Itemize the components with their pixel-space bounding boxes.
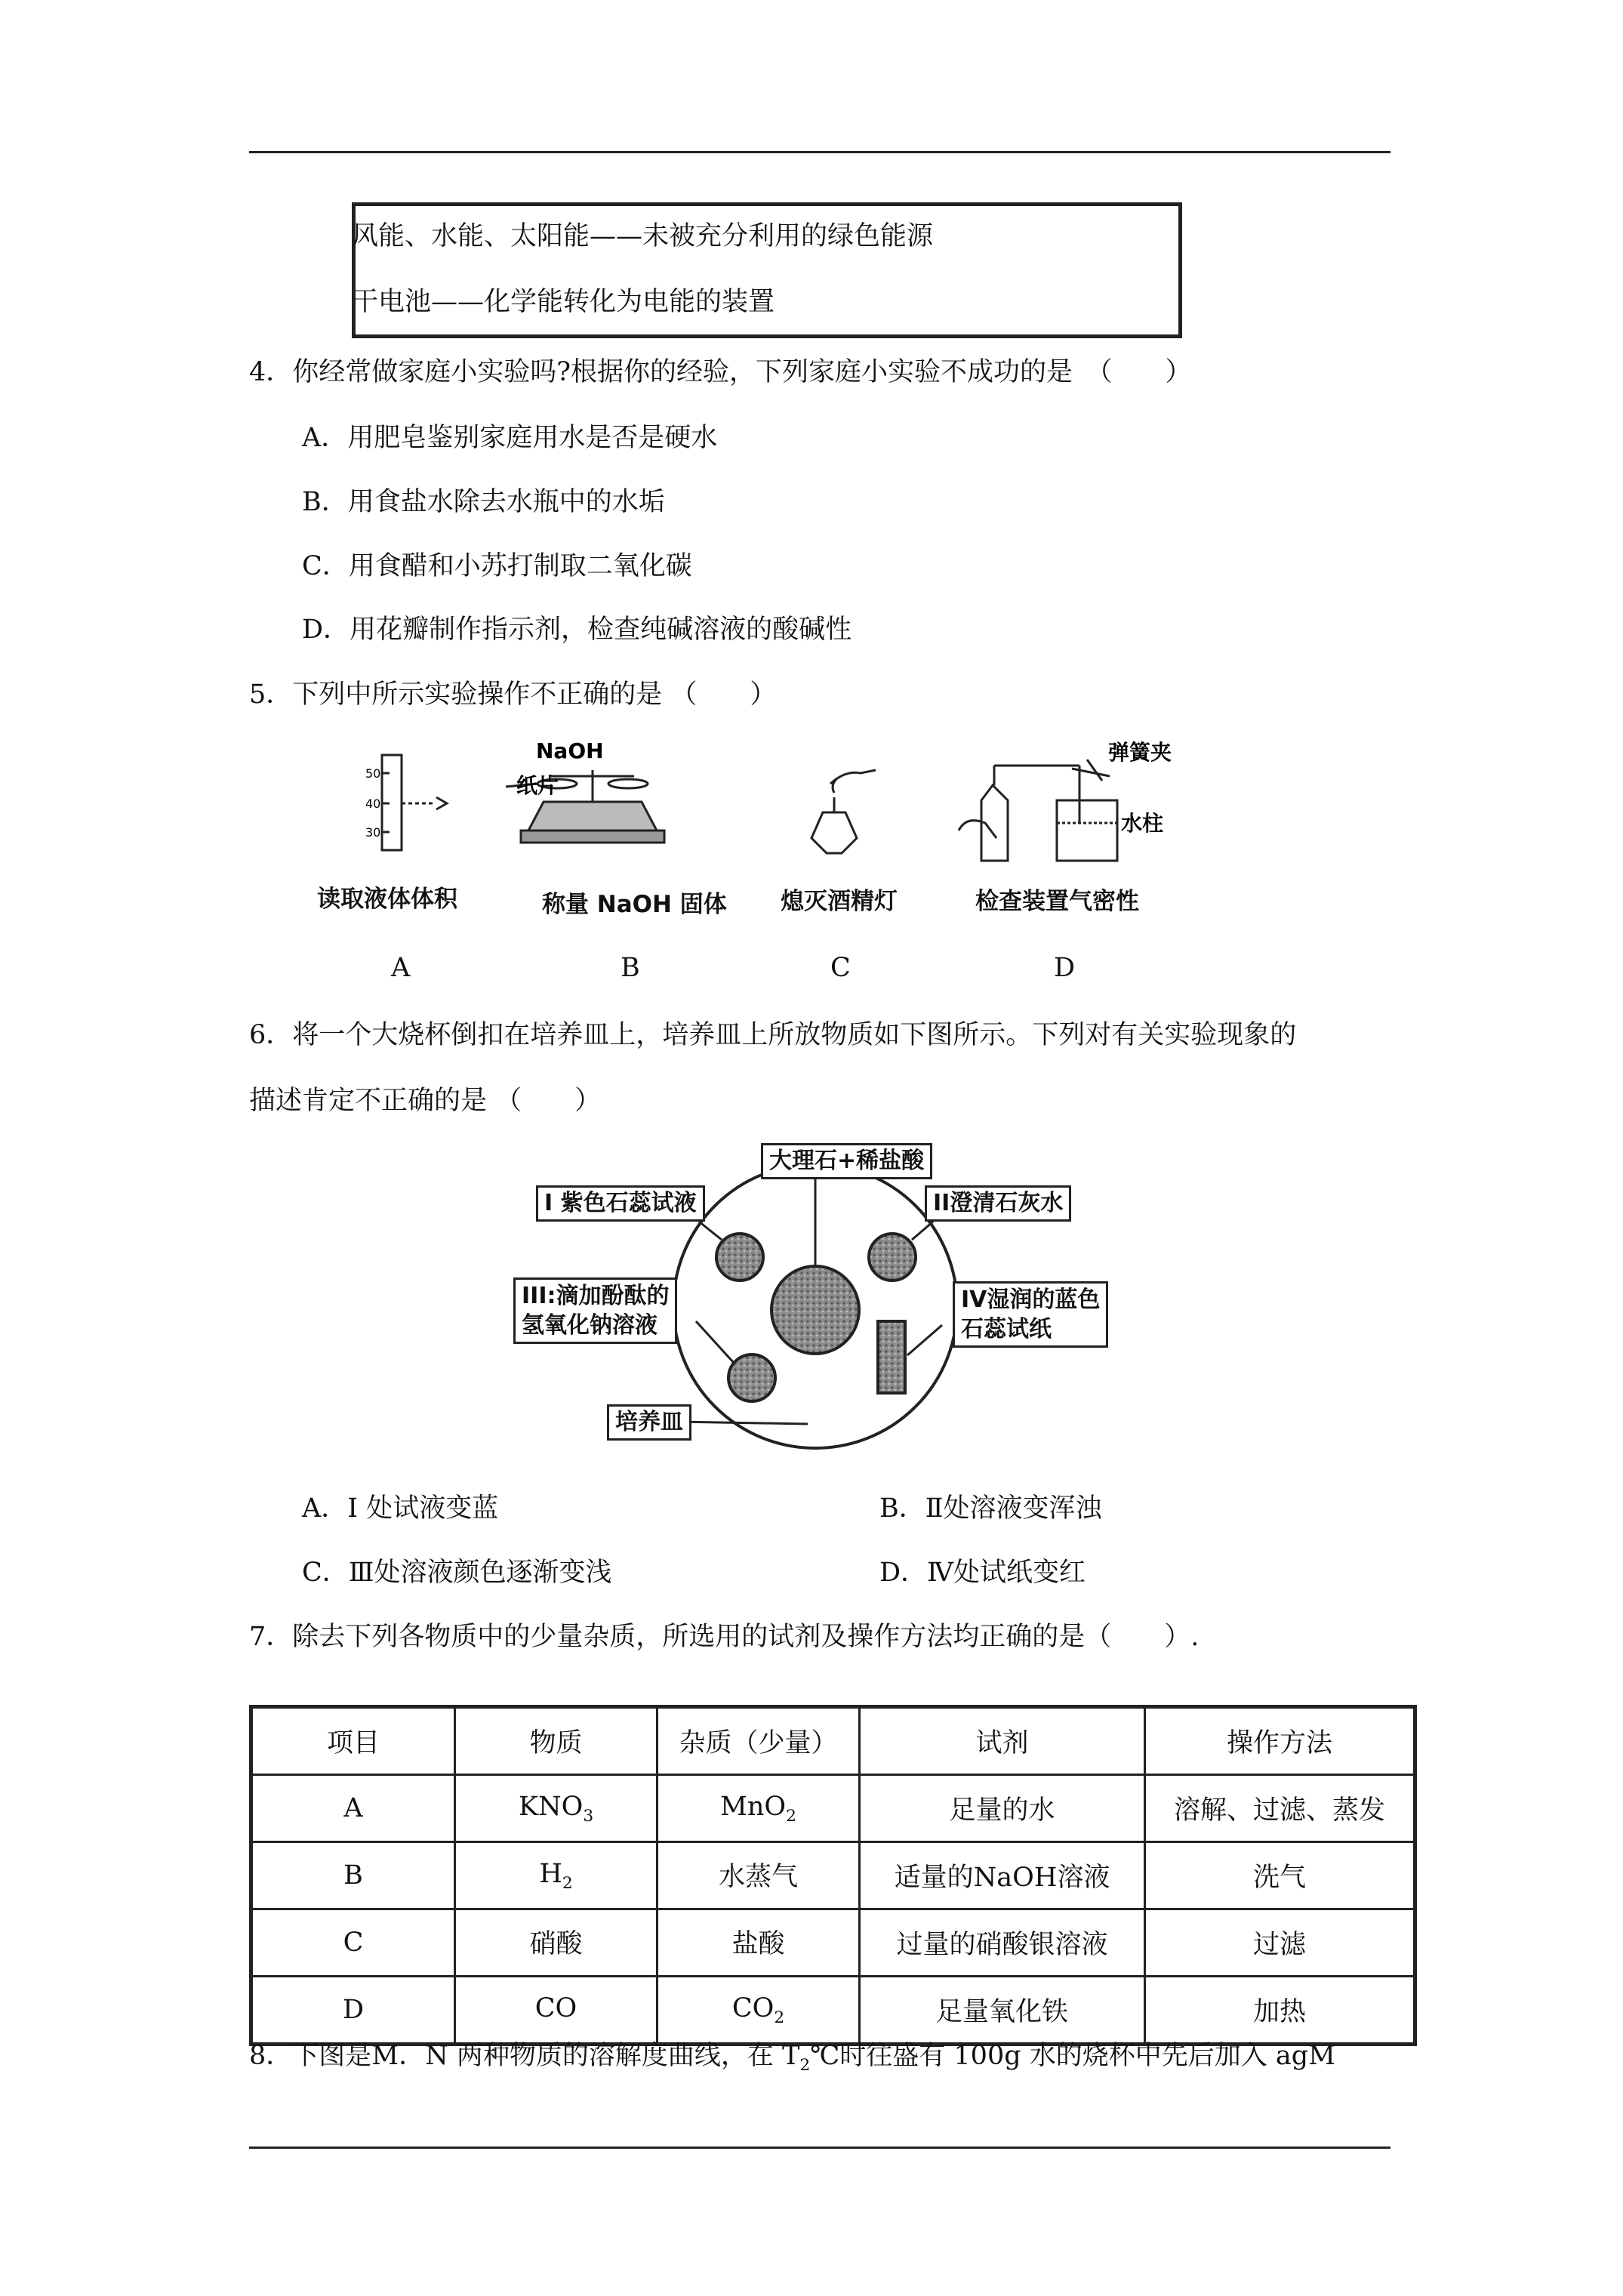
header-reagent: 试剂: [860, 1707, 1145, 1775]
cell-substance: $H_2$: [455, 1842, 658, 1909]
q5-letter-a: A: [391, 953, 411, 983]
q5-letter-c: C: [830, 953, 851, 983]
q8-stem-a: 8．下图是M．N 两种物质的溶解度曲线，在 T: [249, 2041, 800, 2071]
label-i-litmus: I 紫色石蕊试液: [536, 1185, 705, 1222]
q8-stem: [249, 2035, 1335, 2075]
header-rule: [249, 151, 1390, 153]
q5-letter-b: B: [621, 953, 640, 983]
caption-b: 称量 NaOH 固体: [542, 891, 727, 918]
scale-tick-50: 50: [365, 766, 381, 781]
header-item: 项目: [251, 1707, 455, 1775]
cell-substance: 硝酸: [455, 1909, 658, 1977]
cell-item: A: [251, 1775, 455, 1842]
q8-stem-b: ℃时往盛有 100g 水的烧杯中先后加入 agM: [810, 2041, 1335, 2071]
q5-apparatus-figure: [302, 740, 1230, 876]
label-iii-line-1: III:滴加酚酞的: [522, 1283, 670, 1309]
q6-option-a: A．I 处试液变蓝: [302, 1493, 499, 1524]
table-row: [251, 1775, 1415, 1842]
q6-option-c: C．Ⅲ处溶液颜色逐渐变浅: [302, 1558, 612, 1588]
q6-option-d: D．Ⅳ处试纸变红: [879, 1558, 1086, 1588]
caption-c: 熄灭酒精灯: [781, 888, 898, 915]
cell-reagent: 足量氧化铁: [860, 1977, 1145, 2045]
label-iv-line-1: IV湿润的蓝色: [961, 1287, 1101, 1313]
cell-method: 过滤: [1145, 1909, 1415, 1977]
alcohol-lamp-drawing: [812, 770, 876, 853]
q5-letter-d: D: [1054, 953, 1076, 983]
q4-stem: 4．你经常做家庭小实验吗?根据你的经验，下列家庭小实验不成功的是 （ ）: [249, 357, 1192, 387]
cell-reagent: 适量的NaOH溶液: [860, 1842, 1145, 1909]
label-petri-dish: 培养皿: [607, 1404, 691, 1441]
cell-impurity: 水蒸气: [658, 1842, 860, 1909]
cell-impurity: 盐酸: [658, 1909, 860, 1977]
q4-option-d: D．用花瓣制作指示剂，检查纯碱溶液的酸碱性: [302, 615, 852, 645]
label-iv-line-2: 石蕊试纸: [961, 1316, 1052, 1342]
cell-method: 加热: [1145, 1977, 1415, 2045]
header-substance: 物质: [455, 1707, 658, 1775]
cell-method: 溶解、过滤、蒸发: [1145, 1775, 1415, 1842]
cell-substance: CO: [455, 1977, 658, 2045]
table-row: [251, 1977, 1415, 2045]
table-header-row: [251, 1707, 1415, 1775]
q7-stem: 7．除去下列各物质中的少量杂质，所选用的试剂及操作方法均正确的是（ ）.: [249, 1622, 1200, 1652]
cell-substance: $KNO_3$: [455, 1775, 658, 1842]
cell-item: B: [251, 1842, 455, 1909]
impurity-table: [249, 1705, 1417, 2046]
q6-stem-line-1: 6．将一个大烧杯倒扣在培养皿上，培养皿上所放物质如下图所示。下列对有关实验现象的: [249, 1020, 1297, 1050]
header-impurity: 杂质（少量）: [658, 1707, 860, 1775]
caption-d: 检查装置气密性: [975, 888, 1139, 915]
cell-item: C: [251, 1909, 455, 1977]
q6-option-b: B．Ⅱ处溶液变浑浊: [879, 1493, 1102, 1524]
label-iii-line-2: 氢氧化钠溶液: [522, 1312, 658, 1339]
q5-stem: 5．下列中所示实验操作不正确的是 （ ）: [249, 680, 777, 710]
airtightness-apparatus-drawing: [959, 760, 1117, 861]
cell-item: D: [251, 1977, 455, 2045]
q4-option-c: C．用食醋和小苏打制取二氧化碳: [302, 551, 692, 581]
label-ii-limewater: II澄清石灰水: [925, 1185, 1071, 1222]
label-iv-test-paper: [953, 1281, 1108, 1348]
q4-option-a: A．用肥皂鉴别家庭用水是否是硬水: [302, 423, 718, 453]
scale-tick-30: 30: [365, 825, 381, 840]
graduated-cylinder-drawing: [382, 755, 447, 850]
naoh-label: NaOH: [536, 740, 604, 763]
box-line-2: 干电池——化学能转化为电能的装置: [352, 287, 775, 317]
footer-rule: [249, 2147, 1390, 2149]
cell-reagent: 足量的水: [860, 1775, 1145, 1842]
q6-stem-line-2: 描述肯定不正确的是 （ ）: [249, 1086, 602, 1116]
box-line-1: 风能、水能、太阳能——未被充分利用的绿色能源: [352, 221, 934, 251]
water-column-label: 水柱: [1121, 811, 1164, 836]
header-method: 操作方法: [1145, 1707, 1415, 1775]
cell-impurity: MnO$_2$: [658, 1775, 860, 1842]
cell-method: 洗气: [1145, 1842, 1415, 1909]
q8-stem-subscript: 2: [799, 2056, 811, 2075]
caption-a: 读取液体体积: [317, 886, 457, 913]
spring-clip-label: 弹簧夹: [1108, 740, 1172, 765]
paper-label: 纸片: [516, 773, 559, 798]
label-marble-acid: 大理石+稀盐酸: [761, 1143, 932, 1179]
label-iii-phenolphthalein: [513, 1277, 677, 1344]
scale-tick-40: 40: [365, 797, 381, 811]
cell-impurity: $CO_2$: [658, 1977, 860, 2045]
cell-reagent: 过量的硝酸银溶液: [860, 1909, 1145, 1977]
q4-option-b: B．用食盐水除去水瓶中的水垢: [302, 487, 665, 517]
table-row: [251, 1909, 1415, 1977]
table-row: [251, 1842, 1415, 1909]
